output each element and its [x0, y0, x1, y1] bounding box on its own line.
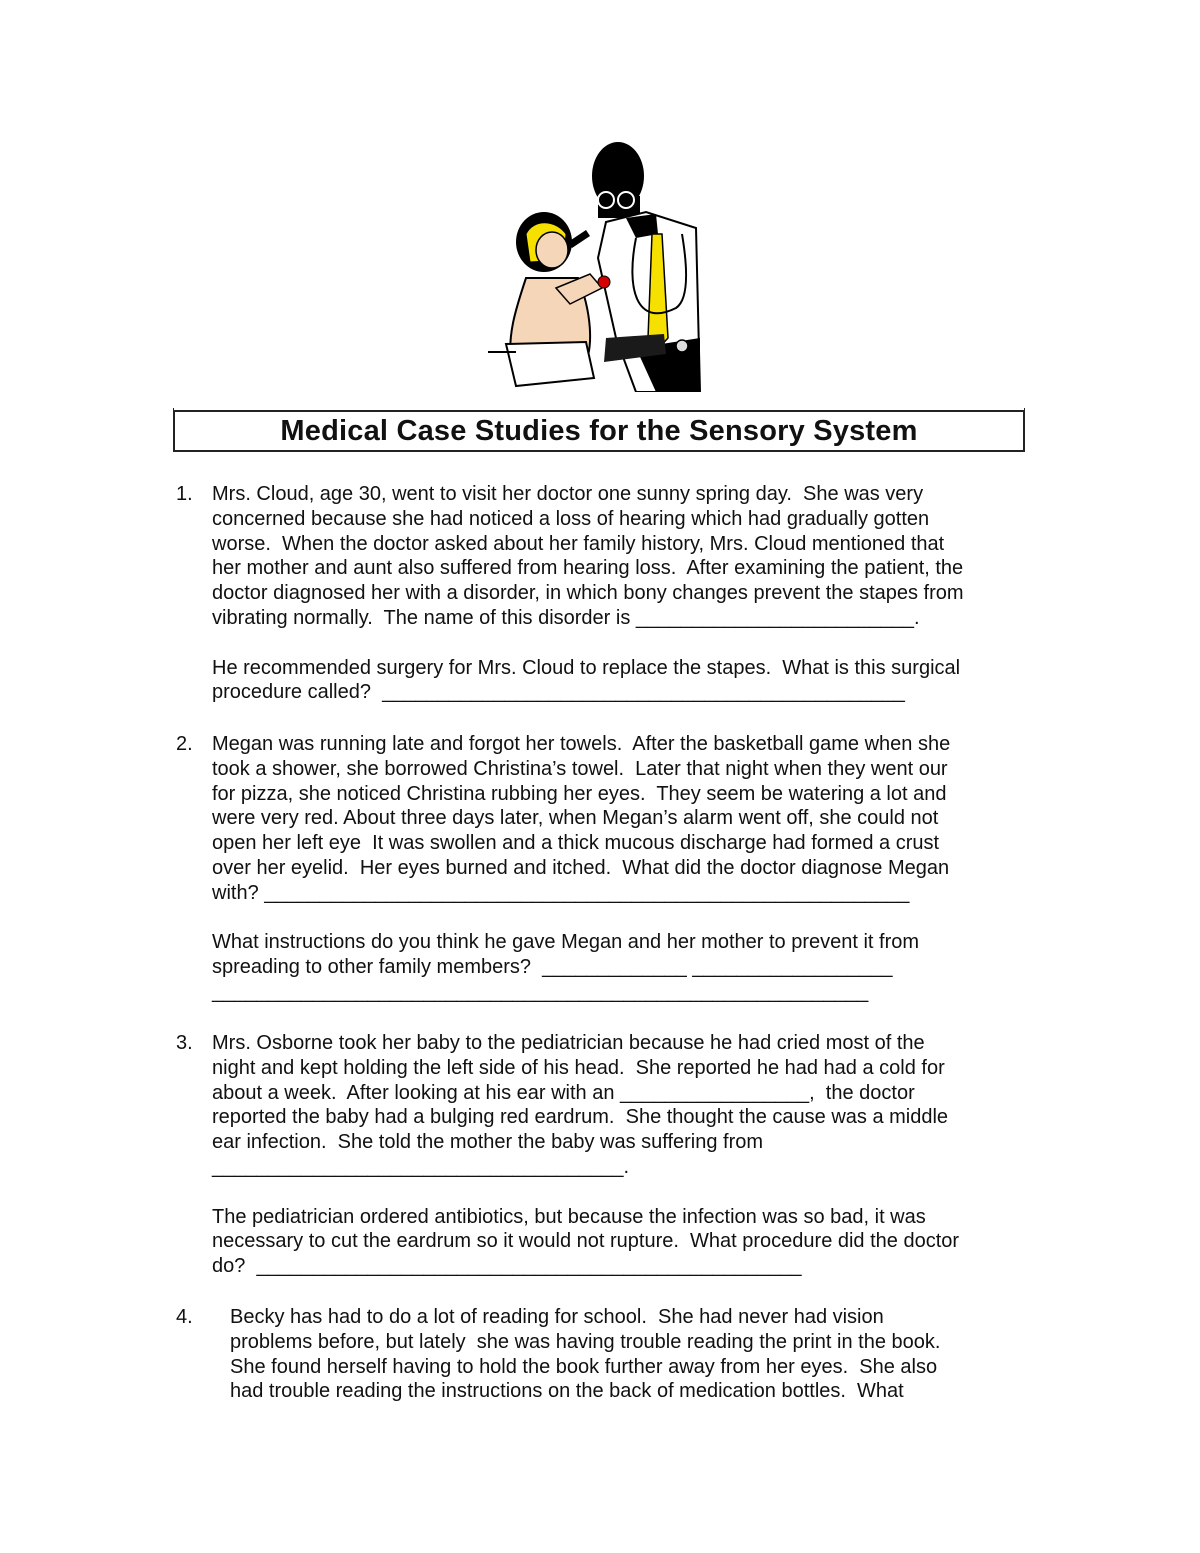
question-line: vibrating normally. The name of this disorder is _________________________. [212, 606, 920, 629]
question-line: Mrs. Osborne took her baby to the pediatrician because he had cried most of the [212, 1032, 925, 1054]
question-line: open her left eye It was swollen and a thick mucous discharge had formed a crust [212, 832, 940, 855]
question-line: Mrs. Cloud, age 30, went to visit her doctor one sunny spring day. She was very [212, 483, 924, 505]
question-line: doctor diagnosed her with a disorder, in which bony changes prevent the stapes from [212, 582, 964, 605]
question-1 [212, 482, 1042, 705]
question-line: with? __________________________________________________________ [212, 881, 910, 904]
question-2-number: 2. [176, 733, 193, 755]
question-followup-line: ___________________________________________________________ [212, 980, 869, 1003]
child-diaper [506, 342, 594, 386]
question-line: She found herself having to hold the book further away from her eyes. She also [230, 1355, 938, 1378]
question-followup-line: The pediatrician ordered antibiotics, but because the infection was so bad, it was [212, 1205, 926, 1228]
question-followup-line: He recommended surgery for Mrs. Cloud to replace the stapes. What is this surgical [212, 656, 961, 679]
question-line: concerned because she had noticed a loss of hearing which had gradually gotten [212, 507, 930, 530]
question-line: Megan was running late and forgot her towels. After the basketball game when she [212, 733, 951, 755]
question-3-number: 3. [176, 1032, 193, 1054]
question-followup-line: What instructions do you think he gave Megan and her mother to prevent it from [212, 931, 920, 954]
question-2 [212, 732, 1042, 1005]
question-line: worse. When the doctor asked about her family history, Mrs. Cloud mentioned that [212, 532, 945, 555]
question-line: took a shower, she borrowed Christina’s towel. Later that night when they went our [212, 757, 948, 780]
question-followup-line: spreading to other family members? _____________ __________________ [212, 956, 893, 979]
title-box-tick-right [1024, 408, 1025, 414]
question-line: had trouble reading the instructions on the back of medication bottles. What [230, 1380, 904, 1403]
question-followup-line: do? _________________________________________________ [212, 1255, 802, 1278]
question-line: for pizza, she noticed Christina rubbing her eyes. They seem be watering a lot and [212, 782, 947, 805]
doctor-child-illustration [486, 138, 706, 392]
question-followup-line: necessary to cut the eardrum so it would not rupture. What procedure did the doctor [212, 1230, 960, 1253]
question-line: over her eyelid. Her eyes burned and itched. What did the doctor diagnose Megan [212, 856, 950, 879]
question-4-number: 4. [176, 1306, 193, 1328]
page-title: Medical Case Studies for the Sensory System [280, 414, 918, 447]
question-line: ear infection. She told the mother the baby was suffering from [212, 1131, 764, 1154]
question-4 [230, 1305, 1060, 1404]
question-line: Becky has had to do a lot of reading for school. She had never had vision [230, 1306, 884, 1328]
question-line: were very red. About three days later, when Megan’s alarm went off, she could not [212, 807, 939, 830]
question-line: night and kept holding the left side of his head. She reported he had had a cold for [212, 1056, 945, 1079]
question-line: about a week. After looking at his ear with an _________________, the doctor [212, 1081, 915, 1104]
question-3 [212, 1031, 1042, 1279]
question-1-number: 1. [176, 483, 193, 505]
title-box [173, 410, 1025, 452]
question-line: reported the baby had a bulging red eardrum. She thought the cause was a middle [212, 1106, 949, 1129]
question-line: her mother and aunt also suffered from hearing loss. After examining the patient, the [212, 557, 964, 580]
question-line: _____________________________________. [212, 1155, 630, 1178]
title-box-tick-left [173, 408, 174, 414]
question-followup-line: procedure called? _______________________________________________ [212, 681, 905, 704]
question-line: problems before, but lately she was having trouble reading the print in the book. [230, 1330, 941, 1353]
